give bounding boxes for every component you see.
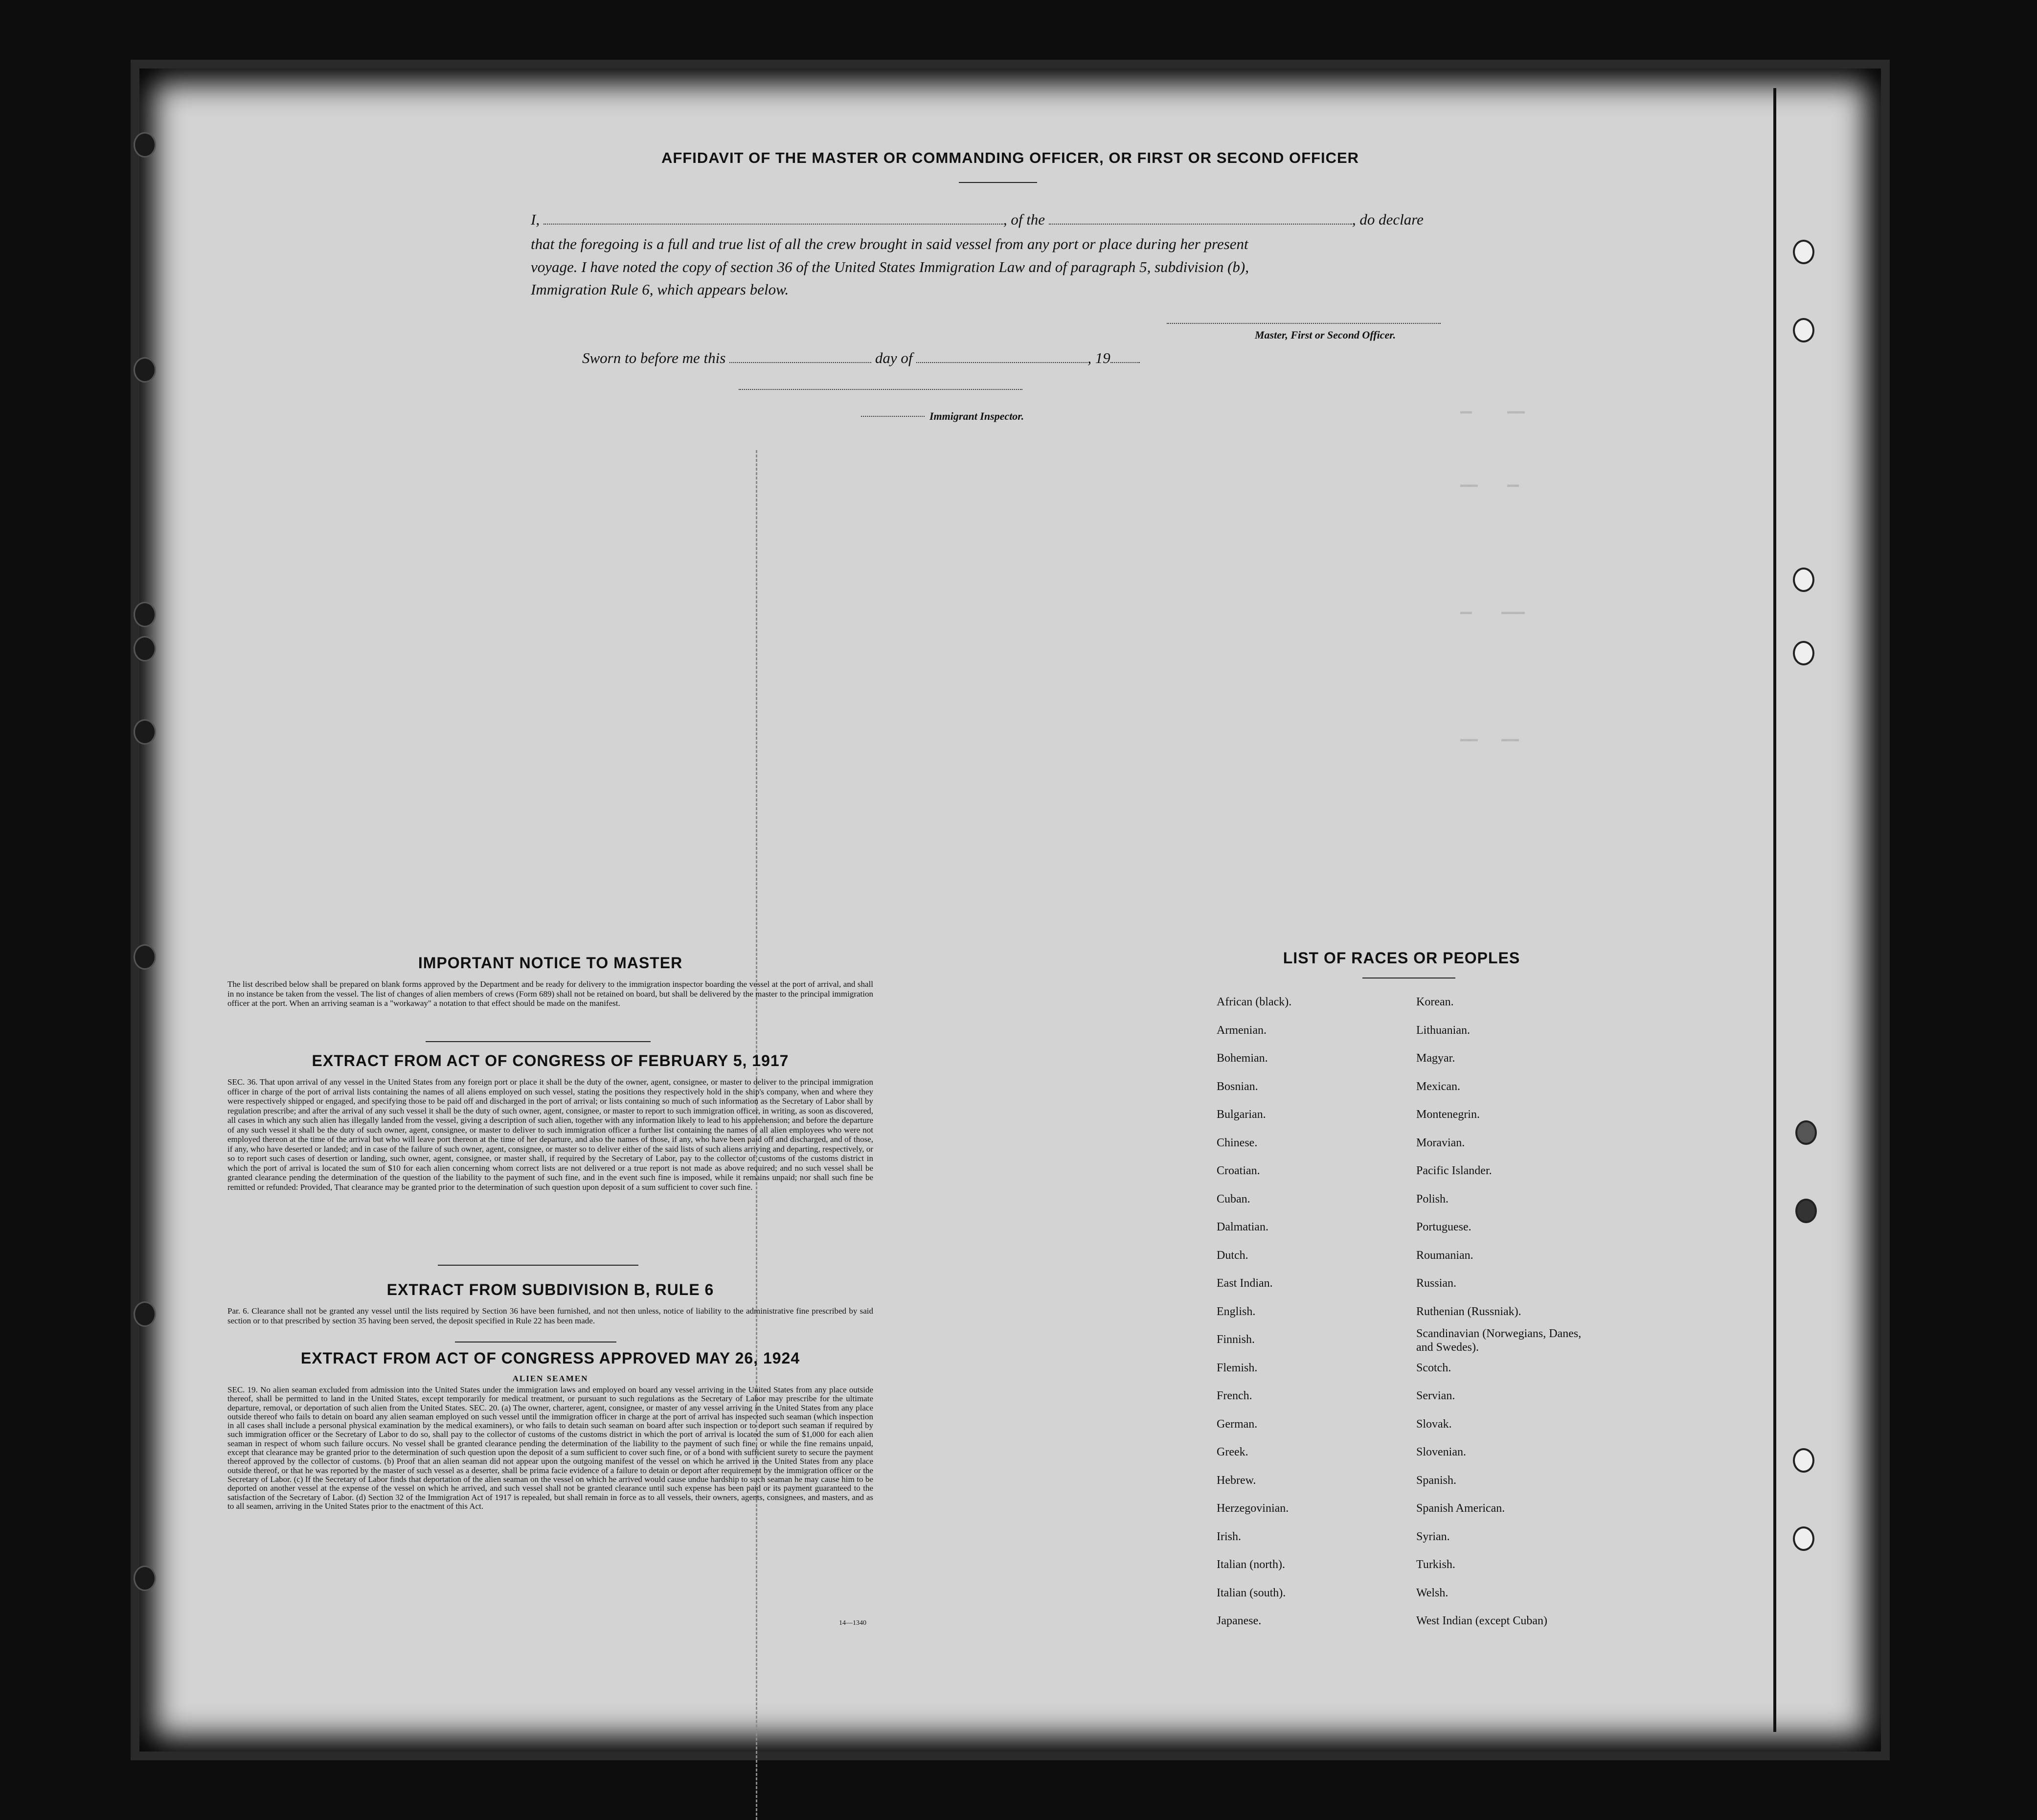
affidavit-i: I, — [531, 211, 540, 228]
sworn-year-field[interactable] — [1110, 362, 1140, 363]
punch-hole-5 — [134, 719, 156, 745]
race-item: Portuguese. — [1416, 1221, 1471, 1233]
race-item: Magyar. — [1416, 1052, 1455, 1065]
races-left-column — [1217, 988, 1291, 1636]
right-page-edge — [1773, 88, 1776, 1732]
master-signature-field[interactable] — [1167, 323, 1441, 324]
punch-hole-7 — [134, 1301, 156, 1327]
race-item: Italian (south). — [1217, 1586, 1286, 1599]
bleed-through-text: ▬▬ ▬▬▬▬ — [1460, 607, 1525, 618]
binding-hole-5 — [1795, 1120, 1817, 1145]
race-item: Spanish. — [1416, 1474, 1457, 1487]
race-item: Bohemian. — [1217, 1052, 1268, 1065]
master-signature-label: Master, First or Second Officer. — [1255, 329, 1396, 341]
race-item: Slovenian. — [1416, 1446, 1466, 1458]
race-item: Korean. — [1416, 996, 1454, 1008]
extract-1917-body: SEC. 36. That upon arrival of any vessel in the United States from any foreign port or place it shall be the duty of the owner, agent, consignee, or master to deliver to the principal immigration officer in charge of the port of arrival lists containing the names of all aliens employed on such vessel, stating the positions they respectively hold in the ship's company, when and where they were respectively shipped or engaged, and specifying those to be paid off and discharged in the port of arrival; or lists containing so much of such information as the Secretary of Labor shall by regulation prescribe; and after the arrival of any such vessel it shall be the duty of such owner, agent, consignee, or master to report to such immigration officer, in writing, as soon as discovered, all cases in which any such alien has illegally landed from the vessel, giving a description of such alien, together with any information likely to lead to his apprehension; and before the departure of any such vessel it shall be the duty of such owner, agent, consignee, or master to deliver to such immigration officer a further list containing the names of all alien employees who were not employed thereon at the time of the arrival but who will leave port thereon at the time of her departure, and also the names of those, if any, who have been paid off and discharged, and of those, if any, who have deserted or landed; and in case of the failure of such owner, agent, consignee, or master so to deliver either of the said lists of such aliens arriving and departing, respectively, or so to report such cases of desertion or landing, such owner, agent, consignee, or master shall, if required by the Secretary of Labor, pay to the collector of customs of the customs district in which the port of arrival is located the sum of $10 for each alien concerning whom correct lists are not delivered or a true report is not made as above required; and no such vessel shall be granted clearance pending the determination of the question of the liability to the payment of such fine, and in the event such fine is imposed, while it remains unpaid; nor shall such fine be remitted or refunded: Provided, That clearance may be granted prior to the determination of such question upon deposit of a sum sufficient to cover such fine. — [227, 1077, 873, 1192]
document-page — [139, 68, 1881, 1752]
race-item: Bosnian. — [1217, 1080, 1258, 1093]
race-item: Pacific Islander. — [1416, 1164, 1492, 1177]
race-item: Scandinavian (Norwegians, Danes, and Swedes). — [1416, 1327, 1582, 1354]
race-item: Mexican. — [1416, 1080, 1460, 1093]
race-item: German. — [1217, 1417, 1258, 1431]
race-item: Dalmatian. — [1217, 1221, 1268, 1233]
race-item: Polish. — [1416, 1192, 1449, 1206]
affidavit-line-2: that the foregoing is a full and true list of all the crew brought in said vessel from any port or place during her present — [531, 235, 1248, 252]
races-right-column — [1416, 988, 1592, 1636]
vessel-blank-field[interactable] — [1049, 224, 1352, 225]
race-item: Finnish. — [1217, 1333, 1255, 1346]
race-item: Slovak. — [1416, 1417, 1452, 1431]
race-item: Bulgarian. — [1217, 1108, 1266, 1121]
race-item: English. — [1217, 1305, 1256, 1318]
race-item: Cuban. — [1217, 1192, 1250, 1206]
bleed-through-text: ▬▬▬ ▬▬▬ — [1460, 734, 1519, 745]
binding-hole-1 — [1793, 240, 1814, 264]
race-item: Herzegovinian. — [1217, 1502, 1289, 1515]
race-item: Syrian. — [1416, 1530, 1450, 1543]
race-item: Scotch. — [1416, 1361, 1451, 1374]
binding-hole-6 — [1795, 1199, 1817, 1223]
race-item: Hebrew. — [1217, 1474, 1256, 1487]
race-item: Servian. — [1416, 1389, 1455, 1402]
race-item: Ruthenian (Russniak). — [1416, 1305, 1521, 1318]
sworn-prefix: Sworn to before me this — [582, 349, 726, 366]
title-underline — [959, 182, 1037, 183]
extract-rule6-title: EXTRACT FROM SUBDIVISION B, RULE 6 — [386, 1281, 714, 1298]
race-item: Flemish. — [1217, 1361, 1258, 1374]
notice-divider — [426, 1041, 651, 1042]
notice-body: The list described below shall be prepared on blank forms approved by the Department and be ready for delivery to the immigration inspector boarding the vessel at the port of arrival, and shall in no instance be taken from the vessel. The list of changes of alien members of crews (Form 689) shall not be retained on board, but shall be delivered by the master to the principal immigration officer at the port. When an arriving seaman is a "workaway" a notation to that effect should be made on the manifest. — [227, 979, 873, 1008]
extract-1924-body: SEC. 19. No alien seaman excluded from admission into the United States under the immigration laws and employed on board any vessel arriving in the United States from any place outside thereof, shall be permitted to land in the United States, except temporarily for medical treatment, or pursuant to such regulations as the Secretary of Labor may prescribe for the ultimate departure, removal, or deportation of such alien from the United States. SEC. 20. (a) The owner, charterer, agent, consignee, or master of any vessel arriving in the United States from any place outside thereof who fails to detain on board any alien seaman employed on such vessel until the immigration officer in charge at the port of arrival has inspected such seaman (which inspection in all cases shall include a personal physical examination by the medical examiners), or who fails to detain such seaman on board after such inspection or to deport such seaman if required by such immigration officer or the Secretary of Labor to do so, shall pay to the collector of customs of the customs district in which the port of arrival is located the sum of $1,000 for each alien seaman in respect of whom such failure occurs. No vessel shall be granted clearance pending the determination of the liability to the payment of such fine, or while the fine remains unpaid, except that clearance may be granted prior to the determination of such question upon the deposit of a sum sufficient to cover such fine, or of a bond with sufficient surety to secure the payment thereof approved by the collector of customs. (b) Proof that an alien seaman did not appear upon the outgoing manifest of the vessel on which he arrived in the United States from any place outside thereof, or that he was reported by the master of such vessel as a deserter, shall be prima facie evidence of a failure to detain or deport after requirement by the immigration officer or the Secretary of Labor. (c) If the Secretary of Labor finds that deportation of the alien seaman on the vessel on which he arrived would cause undue hardship to such seaman he may cause him to be deported on another vessel at the expense of the vessel on which he arrived, and such vessel shall not be granted clearance until such expense has been paid or its payment guaranteed to the satisfaction of the Secretary of Labor. (d) Section 32 of the Immigration Act of 1917 is repealed, but shall remain in force as to all vessels, their owners, agents, consignees, and masters, and as to all seamen, arriving in the United States prior to the enactment of this Act. — [227, 1385, 873, 1511]
affidavit-line-4: Immigration Rule 6, which appears below. — [531, 281, 789, 298]
sworn-day-label: day of — [875, 349, 913, 366]
race-item: Japanese. — [1217, 1615, 1262, 1627]
name-blank-field[interactable] — [543, 224, 1003, 225]
extract-rule6-body: Par. 6. Clearance shall not be granted any vessel until the lists required by Section 36 have been furnished, and not then unless, notice of liability to the administrative fine prescribed by said section or to that prescribed by section 35 having been served, the deposit specified in Rule 22 has been made. — [227, 1306, 873, 1325]
race-item: Chinese. — [1217, 1136, 1258, 1149]
extract-1917-divider — [438, 1265, 638, 1266]
punch-hole-6 — [134, 944, 156, 970]
form-number: 14—1340 — [839, 1619, 866, 1627]
race-item: Dutch. — [1217, 1249, 1248, 1262]
punch-hole-3 — [134, 602, 156, 627]
race-item: Greek. — [1217, 1446, 1248, 1458]
sworn-line — [582, 346, 1140, 370]
sworn-month-field[interactable] — [916, 362, 1087, 363]
affidavit-of-the: , of the — [1003, 211, 1045, 228]
punch-hole-4 — [134, 636, 156, 661]
race-item: Moravian. — [1416, 1136, 1465, 1149]
binding-hole-8 — [1793, 1526, 1814, 1551]
inspector-signature-field[interactable] — [739, 389, 1022, 390]
race-item: French. — [1217, 1389, 1252, 1402]
races-title: LIST OF RACES OR PEOPLES — [1283, 949, 1520, 967]
binding-hole-7 — [1793, 1448, 1814, 1473]
race-item: Montenegrin. — [1416, 1108, 1480, 1121]
race-item: Croatian. — [1217, 1164, 1260, 1177]
affidavit-line-1 — [531, 208, 1627, 231]
inspector-label: Immigrant Inspector. — [929, 410, 1024, 422]
bleed-through-text: ▬▬▬ ▬▬ — [1460, 479, 1519, 491]
inspector-signature-field-2[interactable] — [861, 416, 925, 417]
bleed-through-text: ▬▬ ▬▬▬ — [1460, 406, 1525, 417]
sworn-year-label: , 19 — [1087, 349, 1110, 366]
race-item: Welsh. — [1416, 1586, 1449, 1599]
race-item: Spanish American. — [1416, 1502, 1505, 1515]
binding-hole-2 — [1793, 318, 1814, 342]
binding-hole-4 — [1793, 641, 1814, 665]
extract-1924-subtitle: ALIEN SEAMEN — [512, 1374, 588, 1383]
race-item: Irish. — [1217, 1530, 1241, 1543]
race-item: Armenian. — [1217, 1024, 1267, 1037]
race-item: Turkish. — [1416, 1558, 1455, 1571]
race-item: African (black). — [1217, 996, 1292, 1008]
notice-title: IMPORTANT NOTICE TO MASTER — [418, 954, 683, 972]
punch-hole-8 — [134, 1566, 156, 1591]
punch-hole-2 — [134, 357, 156, 383]
race-item: East Indian. — [1217, 1277, 1273, 1290]
affidavit-line-3: voyage. I have noted the copy of section 36 of the United States Immigration Law and of paragraph 5, subdivision (b), — [531, 258, 1249, 275]
race-item: West Indian (except Cuban) — [1416, 1615, 1547, 1627]
extract-1924-title: EXTRACT FROM ACT OF CONGRESS APPROVED MAY 26, 1924 — [300, 1349, 800, 1367]
race-item: Roumanian. — [1416, 1249, 1473, 1262]
race-item: Italian (north). — [1217, 1558, 1285, 1571]
sworn-day-field[interactable] — [729, 362, 871, 363]
binding-hole-3 — [1793, 568, 1814, 592]
race-item: Lithuanian. — [1416, 1024, 1470, 1037]
extract-1917-title: EXTRACT FROM ACT OF CONGRESS OF FEBRUARY 5, 1917 — [312, 1052, 789, 1069]
affidavit-title: AFFIDAVIT OF THE MASTER OR COMMANDING OFFICER, OR FIRST OR SECOND OFFICER — [661, 149, 1359, 166]
affidavit-do-declare: , do declare — [1352, 211, 1424, 228]
race-item: Russian. — [1416, 1277, 1457, 1290]
